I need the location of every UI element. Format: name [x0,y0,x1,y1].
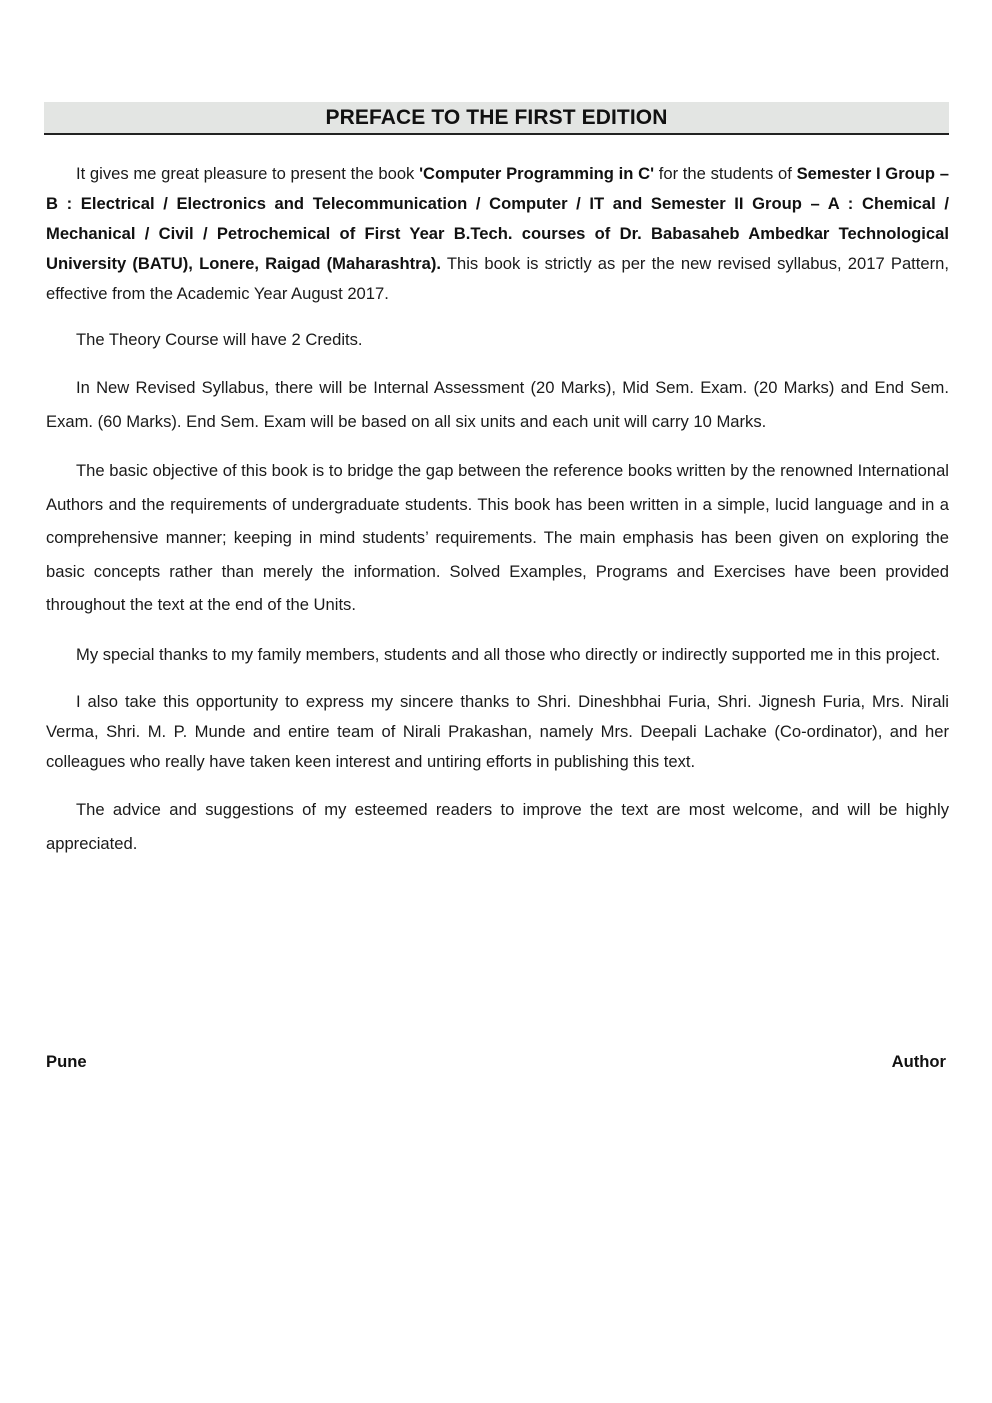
course-details: Semester I Group – B : Electrical / Electronics and Telecommunication / Computer / IT and Semester II Group – A : Chemical / Mechanical / Civil / Petrochemical of First Year B.Tech. courses of Dr. Babasaheb Ambedkar Technological University (BATU), Lonere, Raigad (Maharashtra). [46,164,950,273]
intro-text-end: This book is strictly as per the new revised syllabus, 2017 Pattern, effective from the Academic Year August 2017. [46,254,949,303]
book-title: 'Computer Programming in C' [419,164,655,183]
intro-text-mid: for the students of [654,164,797,183]
signoff-author: Author [891,1052,946,1071]
paragraph-thanks-publisher: I also take this opportunity to express my sincere thanks to Shri. Dineshbhai Furia, Shri. Jignesh Furia, Mrs. Nirali Verma, Shri. M. P. Munde and entire team of Nirali Prakashan, namely Mrs. Deepali Lachake (Co-ordinator), and her colleagues who really have taken keen interest and untiring efforts in publishing this text. [46,692,949,771]
paragraph-assessment: In New Revised Syllabus, there will be Internal Assessment (20 Marks), Mid Sem. Exam. (20 Marks) and End Sem. Exam. (60 Marks). End Sem. Exam will be based on all six units and each unit will carry 10 Marks. [46,378,949,431]
preface-page [44,102,949,876]
paragraph-intro [46,159,949,309]
signoff [46,1052,946,1072]
paragraph-credits: The Theory Course will have 2 Credits. [76,330,363,349]
paragraph-thanks-family: My special thanks to my family members, students and all those who directly or indirectly supported me in this project. [76,644,941,664]
intro-text-start: It gives me great pleasure to present the book [76,164,420,183]
signoff-place: Pune [46,1052,87,1071]
page-title: PREFACE TO THE FIRST EDITION [325,105,668,129]
title-bar [44,102,949,135]
paragraph-objective: The basic objective of this book is to bridge the gap between the reference books written by the renowned International Authors and the requirements of undergraduate students. This book has been written in a simple, lucid language and in a comprehensive manner; keeping in mind students’ requirements. The main emphasis has been given on exploring the basic concepts rather than merely the information. Solved Examples, Programs and Exercises have been provided throughout the text at the end of the Units. [46,461,949,614]
paragraph-advice: The advice and suggestions of my esteemed readers to improve the text are most welcome, and will be highly appreciated. [46,800,949,853]
preface-body [44,159,949,860]
